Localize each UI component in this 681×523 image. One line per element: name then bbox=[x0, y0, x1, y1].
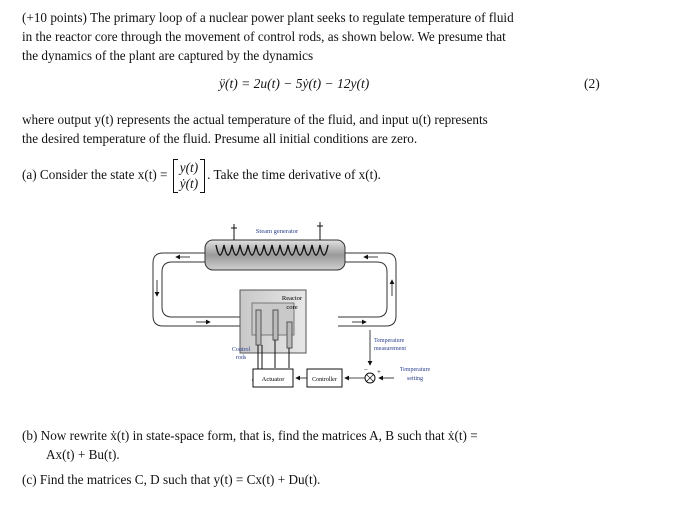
actuator-label: Actuator bbox=[261, 376, 285, 383]
plus-sign: + bbox=[377, 368, 381, 376]
temp-setting-label-2: setting bbox=[407, 376, 423, 382]
reactor-label-2: core bbox=[286, 304, 298, 311]
part-a-suffix: . Take the time derivative of x(t). bbox=[207, 167, 381, 183]
summing-junction bbox=[365, 373, 375, 383]
control-rods-label-2: rods bbox=[235, 355, 247, 361]
state-vector-bottom: ẏ(t) bbox=[179, 176, 199, 191]
temp-measurement-label-2: measurement bbox=[374, 346, 406, 352]
steam-generator bbox=[205, 222, 345, 270]
actuator-block bbox=[253, 369, 293, 387]
intro-line-3: the dynamics of the plant are captured by the dynamics bbox=[22, 48, 314, 63]
temp-setting-label-1: Temperature bbox=[399, 367, 431, 373]
intro-line-1: (+10 points) The primary loop of a nuclear power plant seeks to regulate temperature of fluid bbox=[22, 10, 514, 25]
controller-label: Controller bbox=[312, 377, 337, 383]
temp-measurement-label-1: Temperature bbox=[374, 338, 405, 344]
part-b-line-2: Ax(t) + Bu(t). bbox=[46, 447, 120, 462]
where-line-2: the desired temperature of the fluid. Presume all initial conditions are zero. bbox=[22, 131, 418, 146]
part-b-line-1: (b) Now rewrite ẋ(t) in state-space form, that is, find the matrices A, B such that ẋ(t) = bbox=[22, 428, 478, 443]
part-a-prefix: (a) Consider the state x(t) = bbox=[22, 167, 168, 183]
controller-block bbox=[307, 369, 342, 387]
minus-sign: − bbox=[364, 366, 368, 374]
equation-number: (2) bbox=[584, 76, 600, 91]
equation-body: ÿ(t) = 2u(t) − 5ẏ(t) − 12y(t) bbox=[219, 76, 370, 91]
part-c-line-1: (c) Find the matrices C, D such that y(t) = Cx(t) + Du(t). bbox=[22, 472, 321, 487]
steam-generator-label: Steam generator bbox=[255, 228, 299, 235]
where-line-1: where output y(t) represents the actual temperature of the fluid, and input u(t) represents bbox=[22, 112, 488, 127]
intro-line-2: in the reactor core through the movement of control rods, as shown below. We presume that bbox=[22, 29, 506, 44]
control-rods-label-1: Control bbox=[231, 347, 251, 353]
state-vector-top: y(t) bbox=[179, 160, 199, 175]
reactor-label-1: Reactor bbox=[281, 295, 303, 302]
